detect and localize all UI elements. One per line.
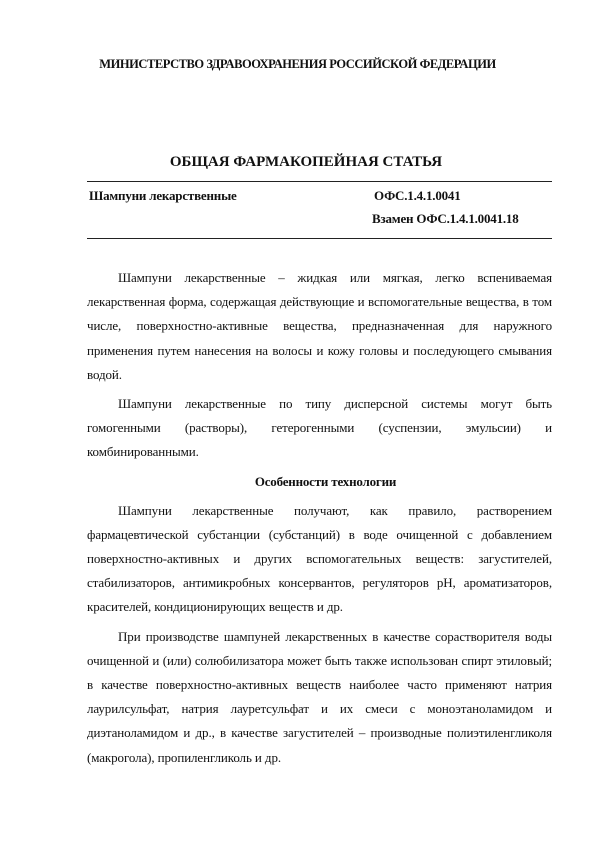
document-body (87, 266, 552, 775)
monograph-name: Шампуни лекарственные (89, 188, 237, 203)
article-type-title: ОБЩАЯ ФАРМАКОПЕЙНАЯ СТАТЬЯ (169, 154, 443, 170)
paragraph-production: Шампуни лекарственные получают, как правило, растворением фармацевтической субстанции (субстанций) в воде очищенной с добавлением поверхностно-активных и других вспомогательных веществ: загустителей, стабилизаторов, антимикробных консервантов, регуляторов pH, ароматизаторов, красителей, кондиционирующих веществ и др. (87, 502, 552, 615)
paragraph-dispersion-types: Шампуни лекарственные по типу дисперсной системы могут быть гомогенными (растворы), гетерогенными (суспензии, эмульсии) и комбинированными. (87, 396, 552, 460)
paragraph-excipients: При производстве шампуней лекарственных в качестве сорастворителя воды очищенной и (или) солюбилизатора может быть также использован спирт этиловый; в качестве поверхностно-активных веществ наиболее часто применяют натрия лаурилсульфат, натрия лауретсульфат и их смеси с моноэтаноламидом и диэтаноламидом и др., в качестве загустителей – производные полиэтиленгликоля (макрогола), пропиленгликоль и др. (87, 628, 552, 765)
paragraph-definition: Шампуни лекарственные – жидкая или мягкая, легко вспениваемая лекарственная форма, содержащая действующие и вспомогательные вещества, в том числе, поверхностно-активные вещества, предназначенная для наружного применения путем нанесения на волосы и кожу головы и последующего смывания водой. (87, 270, 552, 382)
bottom-divider (87, 238, 552, 239)
monograph-replaces: Взамен ОФС.1.4.1.0041.18 (372, 211, 519, 226)
ministry-title: МИНИСТЕРСТВО ЗДРАВООХРАНЕНИЯ РОССИЙСКОЙ ФЕДЕРАЦИИ (99, 57, 496, 71)
monograph-code: ОФС.1.4.1.0041 (374, 188, 461, 203)
section-heading-technology: Особенности технологии (254, 473, 397, 489)
top-divider (87, 181, 552, 182)
